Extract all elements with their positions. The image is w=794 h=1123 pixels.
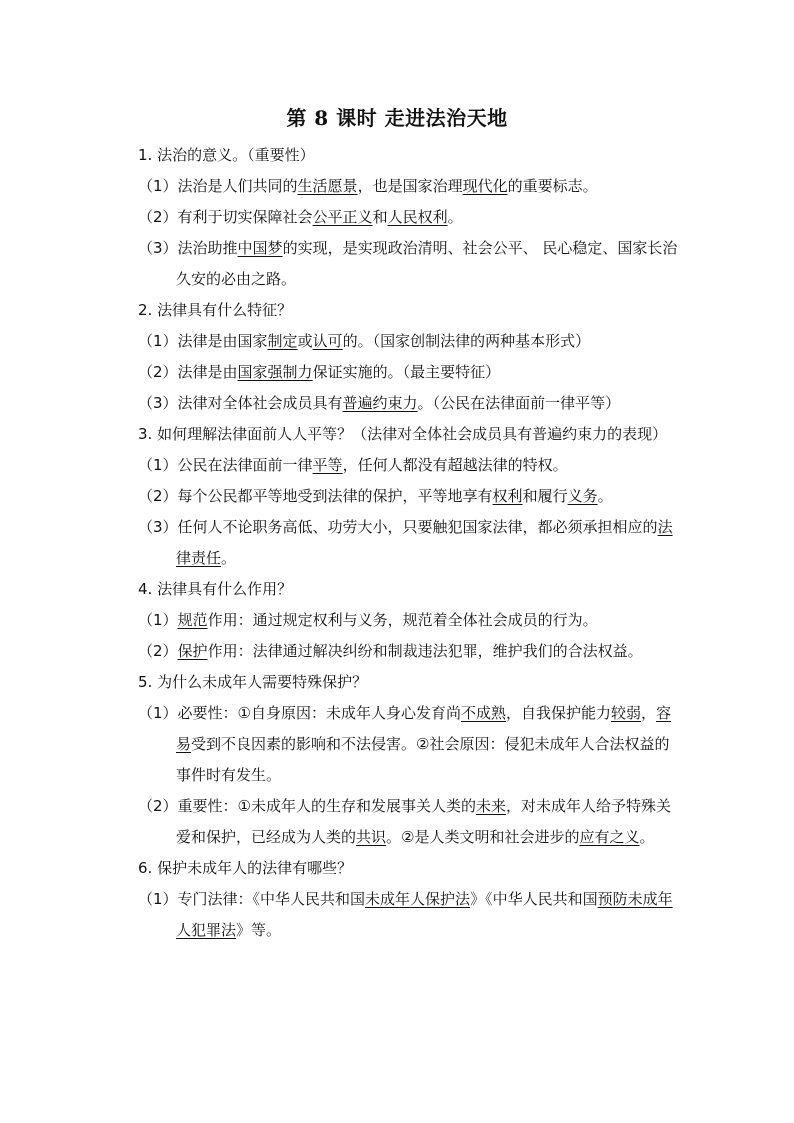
item-text: 作用：法律通过解决纠纷和制裁违法犯罪，维护我们的合法权益。 — [207, 642, 643, 660]
item-text: （1） — [138, 611, 178, 629]
item-text: （1）法律是由国家 — [138, 332, 268, 350]
item-text: 和 — [372, 208, 388, 226]
key-term: 不成熟 — [461, 704, 507, 722]
key-term: 现代化 — [462, 177, 508, 195]
list-item — [138, 636, 678, 667]
item-text: 的实现，是实现政治清明、社会公平、 民心稳定、国家长治久安的必由之路。 — [176, 239, 678, 288]
item-text: 。 — [639, 828, 655, 846]
item-text: （2）有利于切实保障社会 — [138, 208, 313, 226]
item-text: （1）法治是人们共同的 — [138, 177, 298, 195]
item-text: （3）法治助推 — [138, 239, 238, 257]
section-heading: 5. 为什么未成年人需要特殊保护？ — [138, 673, 368, 691]
item-text: （3）任何人不论职务高低、功劳大小，只要触犯国家法律，都必须承担相应的 — [138, 518, 658, 536]
key-term: 保护 — [177, 642, 208, 660]
item-text: ， — [641, 704, 657, 722]
list-item — [138, 605, 678, 636]
item-text: 。②是人类文明和社会进步的 — [386, 828, 580, 846]
list-item — [138, 326, 678, 357]
item-text: （1）公民在法律面前一律 — [138, 456, 313, 474]
item-text: ，自我保护能力 — [506, 704, 612, 722]
item-text: ，任何人都没有超越法律的特权。 — [342, 456, 568, 474]
list-item — [138, 791, 678, 853]
key-term: 未成年人保护法 — [365, 890, 471, 908]
key-term: 制定 — [267, 332, 298, 350]
item-text: ，对未成年人给予特殊关爱和保护，已经成为人类的 — [176, 797, 672, 846]
key-term: 人民权利 — [387, 208, 448, 226]
key-term: 权利 — [492, 487, 523, 505]
key-term: 较弱 — [611, 704, 642, 722]
list-item — [138, 698, 678, 791]
key-term: 规范 — [177, 611, 208, 629]
item-text: 受到不良因素的影响和不法侵害。②社会原因：侵犯未成年人合法权益的事件时有发生。 — [176, 735, 670, 784]
page-title: 第 8 课时 走进法治天地 — [286, 106, 508, 130]
list-item — [138, 233, 678, 295]
item-text: 。 — [597, 487, 613, 505]
key-term: 预防未成年人犯罪法 — [176, 890, 673, 939]
key-term: 义务 — [567, 487, 598, 505]
key-term: 中国梦 — [237, 239, 283, 257]
item-text: （1）必要性：①自身原因：未成年人身心发育尚 — [138, 704, 461, 722]
key-term: 国家强制力 — [237, 363, 313, 381]
key-term: 应有之义 — [579, 828, 640, 846]
item-text: 。（公民在法律面前一律平等） — [417, 394, 621, 412]
key-term: 未来 — [476, 797, 507, 815]
key-term: 普遍约束力 — [342, 394, 418, 412]
key-term: 认可 — [312, 332, 343, 350]
key-term: 平等 — [312, 456, 343, 474]
item-text: 。 — [447, 208, 463, 226]
key-term: 生活愿景 — [297, 177, 358, 195]
item-text: （2）每个公民都平等地受到法律的保护，平等地享有 — [138, 487, 493, 505]
key-term: 容易 — [176, 704, 672, 753]
item-text: 的重要标志。 — [507, 177, 598, 195]
item-text: 。 — [221, 549, 237, 567]
section-heading: 3. 如何理解法律面前人人平等？（法律对全体社会成员具有普遍约束力的表现） — [138, 425, 668, 443]
item-text: 》等。 — [236, 921, 282, 939]
key-term: 共识 — [356, 828, 387, 846]
list-item — [138, 388, 678, 419]
item-text: 保证实施的。（最主要特征） — [312, 363, 501, 381]
item-text: 》《中华人民共和国 — [470, 890, 598, 908]
list-item — [138, 202, 678, 233]
list-item — [138, 357, 678, 388]
item-text: 的。（国家创制法律的两种基本形式） — [342, 332, 591, 350]
item-text: 作用：通过规定权利与义务，规范着全体社会成员的行为。 — [207, 611, 598, 629]
key-term: 法律责任 — [176, 518, 673, 567]
item-text: 或 — [297, 332, 313, 350]
list-item — [138, 481, 678, 512]
key-term: 公平正义 — [312, 208, 373, 226]
item-text: （3）法律对全体社会成员具有 — [138, 394, 343, 412]
item-text: ，也是国家治理 — [357, 177, 463, 195]
item-text: （2）法律是由 — [138, 363, 238, 381]
item-text: （2）重要性：①未成年人的生存和发展事关人类的 — [138, 797, 476, 815]
document-body — [138, 140, 678, 946]
item-text: （2） — [138, 642, 178, 660]
list-item — [138, 512, 678, 574]
item-text: （1）专门法律：《中华人民共和国 — [138, 890, 366, 908]
list-item — [138, 171, 678, 202]
list-item — [138, 884, 678, 946]
list-item — [138, 450, 678, 481]
section-heading: 1. 法治的意义。（重要性） — [138, 146, 315, 164]
section-heading: 6. 保护未成年人的法律有哪些？ — [138, 859, 353, 877]
section-heading: 4. 法律具有什么作用？ — [138, 580, 293, 598]
section-heading: 2. 法律具有什么特征？ — [138, 301, 293, 319]
item-text: 和履行 — [522, 487, 568, 505]
